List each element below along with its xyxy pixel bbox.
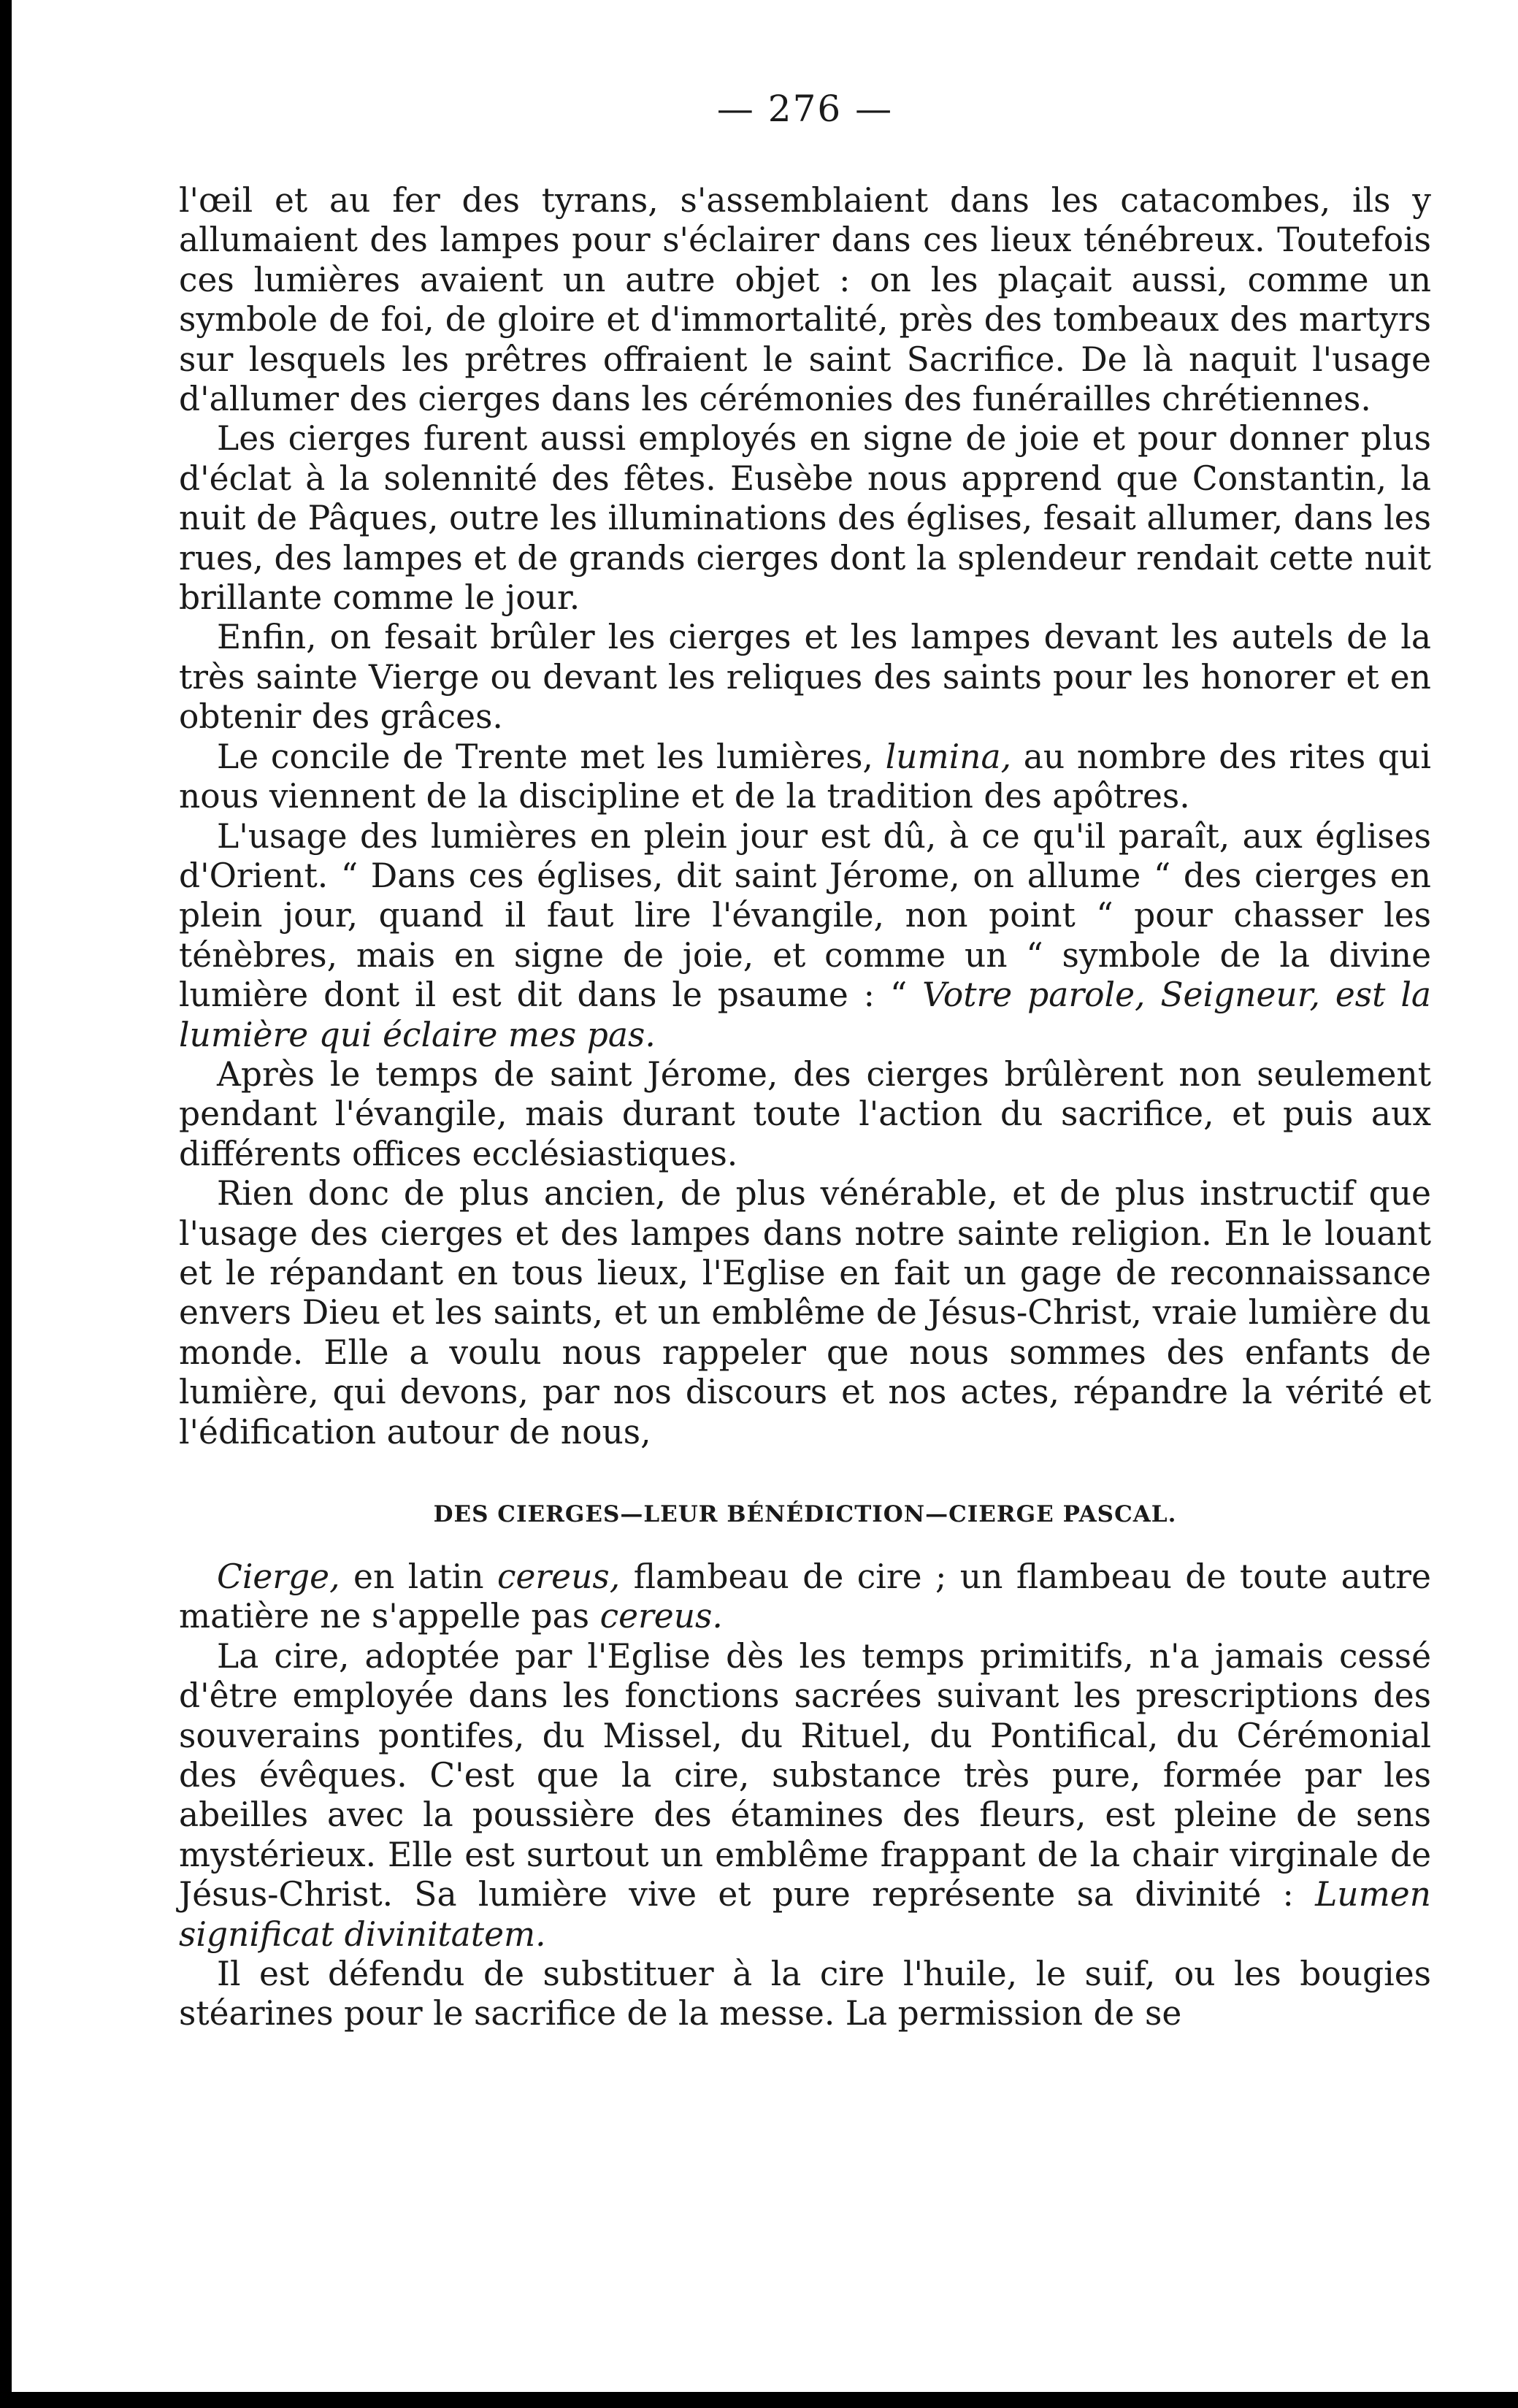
lumina-term: lumina, <box>885 737 1012 776</box>
psalm-quote: Votre parole, Seigneur, est la lumière qui éclaire mes pas. <box>179 975 1432 1054</box>
cereus-term: cereus, <box>497 1557 621 1596</box>
paragraph-substitution: Il est défendu de substituer à la cire l'huile, le suif, ou les bougies stéarines pour le sacrifice de la messe. La permission de se <box>179 1955 1431 2033</box>
main-text <box>179 181 1431 2034</box>
page-number: — 276 — <box>716 88 894 130</box>
cereus-term-2: cereus. <box>599 1597 723 1636</box>
daylight-text: L'usage des lumières en plein jour est dû, à ce qu'il paraît, aux églises d'Orient. “ Dans ces églises, dit saint Jérome, on allume “ des cierges en plein jour, quand il faut lire l'évangile, non point “ pour chasser les ténèbres, mais en signe de joie, et comme un “ symbole de la divine lumière dont il est dit dans le psaume : “ <box>179 816 1431 1015</box>
paragraph-jerome: Après le temps de saint Jérome, des cierges brûlèrent non seulement pendant l'évangile, mais durant toute l'action du sacrifice, et puis aux différents offices ecclésiastiques. <box>179 1054 1431 1173</box>
section-heading: DES CIERGES—LEUR BÉNÉDICTION—CIERGE PASCAL. <box>433 1501 1177 1527</box>
council-text-after: au nombre des rites qui nous viennent de la discipline et de la tradition des apôtres. <box>179 737 1431 816</box>
council-text-before: Le concile de Trente met les lumières, <box>217 737 873 776</box>
paragraph-catacombs: l'œil et au fer des tyrans, s'assemblaient dans les catacombes, ils y allumaient des lampes pour s'éclairer dans ces lieux ténébreux. Toutefois ces lumières avaient un autre objet : on les plaçait aussi, comme un symbole de foi, de gloire et d'immortalité, près des tombeaux des martyrs sur lesquels les prêtres offraient le saint Sacrifice. De là naquit l'usage d'allumer des cierges dans les cérémonies des funérailles chrétiennes. <box>179 181 1431 419</box>
definition-text: flambeau de cire ; un flambeau de toute autre matière ne s'appelle pas <box>179 1557 1431 1636</box>
paragraph-joy: Les cierges furent aussi employés en signe de joie et pour donner plus d'éclat à la solennité des fêtes. Eusèbe nous apprend que Constantin, la nuit de Pâques, outre les illuminations des églises, fesait allumer, dans les rues, des lampes et de grands cierges dont la splendeur rendait cette nuit brillante comme le jour. <box>179 419 1431 618</box>
paragraph-ancient-usage: Rien donc de plus ancien, de plus vénérable, et de plus instructif que l'usage des cierges et des lampes dans notre sainte religion. En le louant et le répandant en tous lieux, l'Eglise en fait un gage de reconnaissance envers Dieu et les saints, et un emblême de Jésus-Christ, vraie lumière du monde. Elle a voulu nous rappeler que nous sommes des enfants de lumière, qui devons, par nos discours et nos actes, répandre la vérité et l'édification autour de nous, <box>179 1174 1431 1452</box>
paragraph-daylight <box>179 817 1431 1055</box>
book-page <box>179 88 1431 2034</box>
bottom-page-edge <box>0 2392 1518 2408</box>
lumen-quote: Lumen significat divinitatem. <box>179 1875 1431 1954</box>
paragraph-wax <box>179 1637 1431 1955</box>
latin-label: en latin <box>353 1557 484 1596</box>
left-page-edge <box>0 0 12 2408</box>
paragraph-cierge-definition <box>179 1557 1431 1637</box>
cierge-term: Cierge, <box>217 1557 340 1596</box>
paragraph-altars: Enfin, on fesait brûler les cierges et les lampes devant les autels de la très sainte Vierge ou devant les reliques des saints pour les honorer et en obtenir des grâces. <box>179 618 1431 737</box>
paragraph-council-trent <box>179 737 1431 817</box>
wax-text: La cire, adoptée par l'Eglise dès les temps primitifs, n'a jamais cessé d'être employée dans les fonctions sacrées suivant les prescriptions des souverains pontifes, du Missel, du Rituel, du Pontifical, du Cérémonial des évêques. C'est que la cire, substance très pure, formée par les abeilles avec la poussière des étamines des fleurs, est pleine de sens mystérieux. Elle est surtout un emblême frappant de la chair virginale de Jésus-Christ. Sa lumière vive et pure représente sa divinité : <box>179 1636 1431 1914</box>
